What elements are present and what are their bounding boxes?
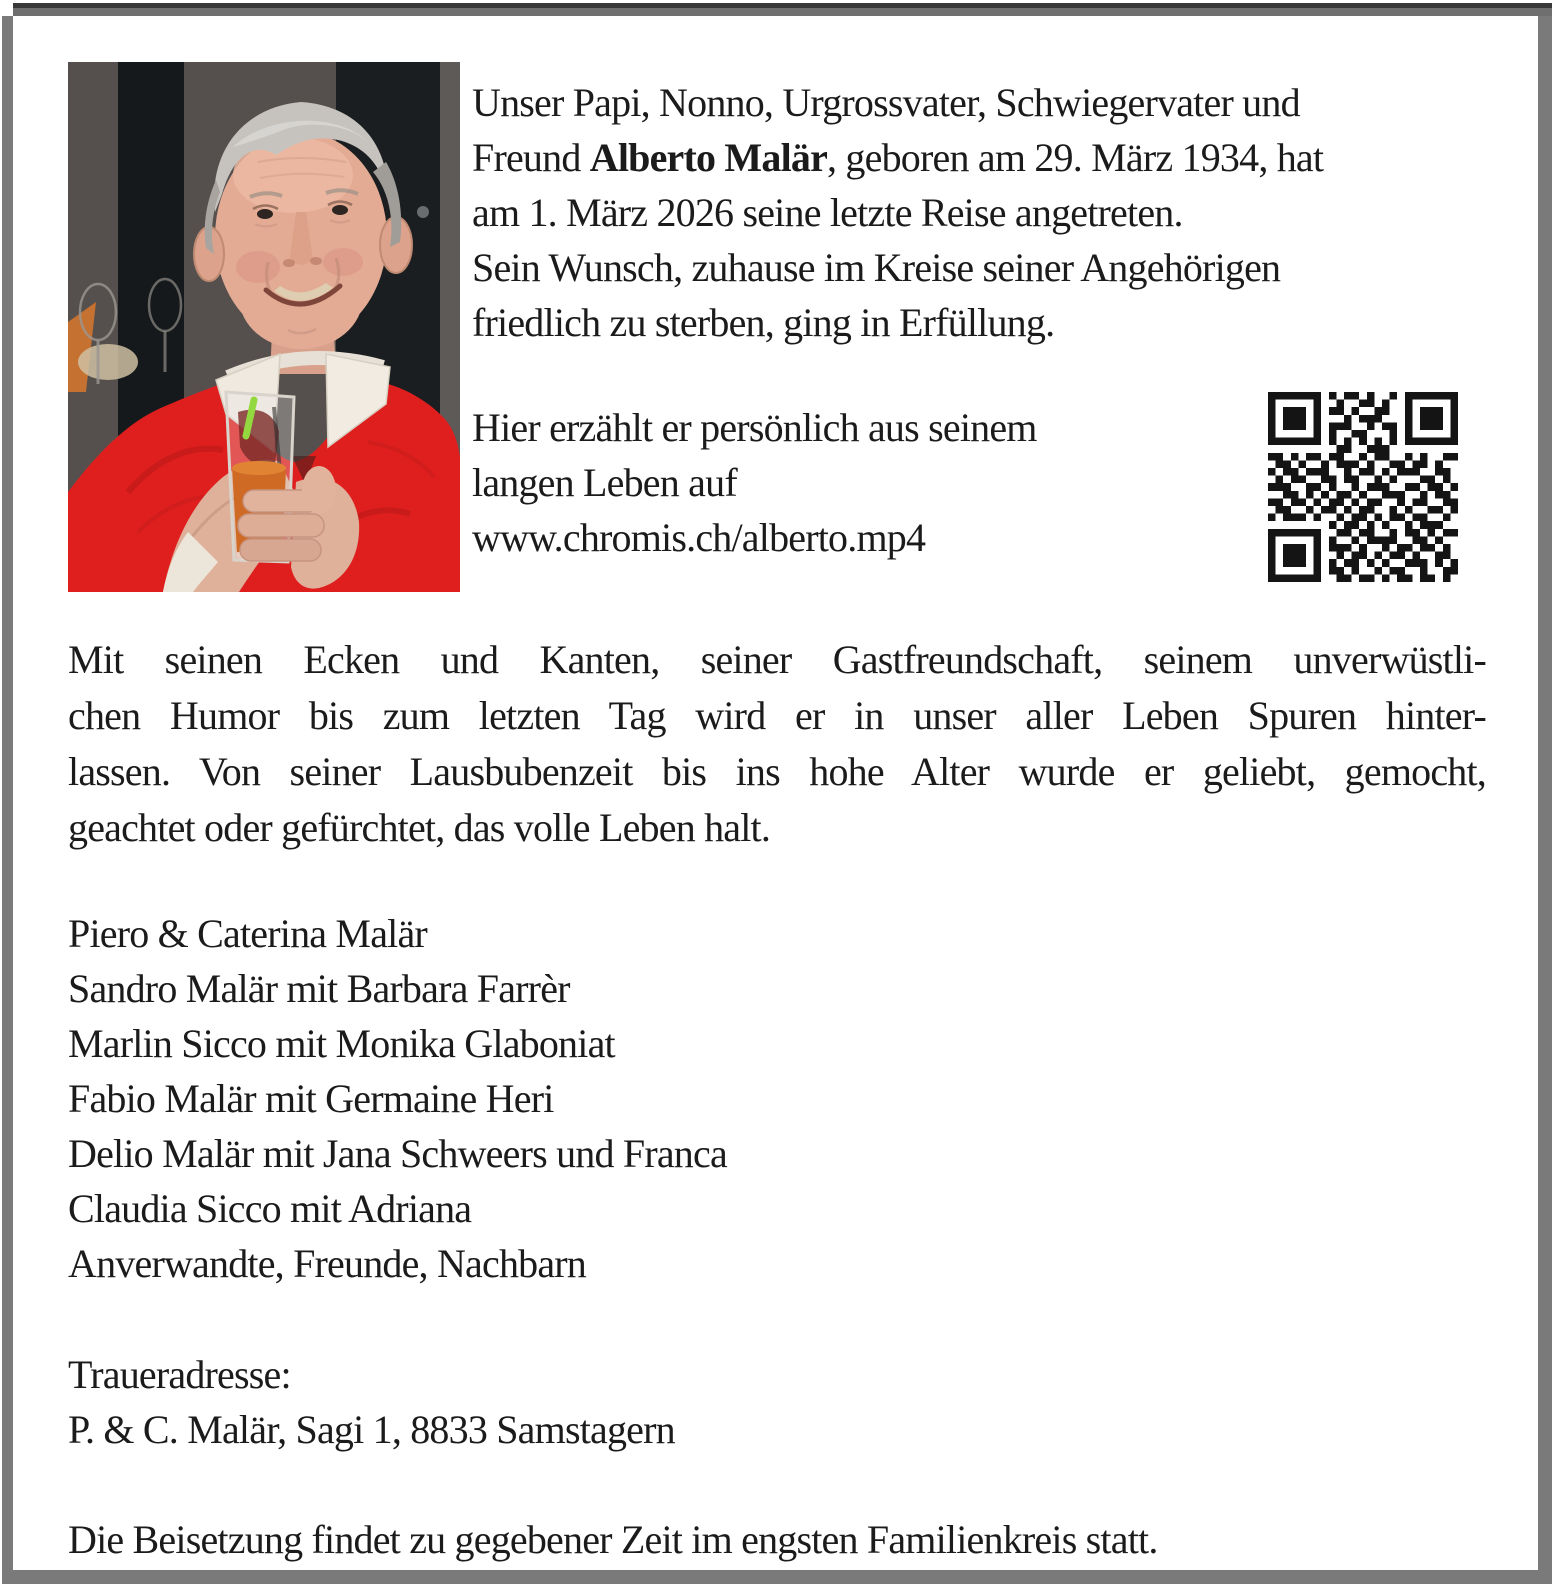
tribute-line: lassen. Von seiner Lausbubenzeit bis ins hohe Alter wurde er geliebt, gemocht,	[68, 749, 1486, 794]
family-member: Anverwandte, Freunde, Nachbarn	[68, 1241, 587, 1286]
video-url: www.chromis.ch/alberto.mp4	[472, 515, 926, 560]
family-list	[68, 906, 1486, 1291]
family-member: Claudia Sicco mit Adriana	[68, 1186, 472, 1231]
tribute-line: chen Humor bis zum letzten Tag wird er in unser aller Leben Spuren hinter-	[68, 693, 1486, 738]
funeral-note-block	[68, 1512, 1486, 1567]
deceased-name: Alberto Malär	[589, 135, 828, 180]
funeral-note: Die Beisetzung findet zu gegebener Zeit im engsten Familienkreis statt.	[68, 1517, 1158, 1562]
family-member: Sandro Malär mit Barbara Farrèr	[68, 966, 570, 1011]
tribute-line: geachtet oder gefürchtet, das volle Leben halt.	[68, 805, 771, 850]
intro-line: am 1. März 2026 seine letzte Reise angetreten.	[472, 190, 1183, 235]
intro-text-block	[460, 62, 1486, 582]
header-row	[68, 62, 1486, 592]
qr-code	[1268, 392, 1458, 582]
tribute-paragraph	[68, 632, 1486, 856]
intro-line: Unser Papi, Nonno, Urgrossvater, Schwiegervater und	[472, 80, 1300, 125]
intro-line: friedlich zu sterben, ging in Erfüllung.	[472, 300, 1055, 345]
portrait-photo-illustration	[68, 62, 460, 592]
intro-line2-suffix: , geboren am 29. März 1934, hat	[827, 135, 1324, 180]
video-line: Hier erzählt er persönlich aus seinem	[472, 405, 1037, 450]
mourning-address-label: Traueradresse:	[68, 1352, 291, 1397]
family-member: Marlin Sicco mit Monika Glaboniat	[68, 1021, 615, 1066]
qr-code-matrix	[1268, 392, 1458, 582]
video-line: langen Leben auf	[472, 460, 737, 505]
intro-line: Sein Wunsch, zuhause im Kreise seiner Angehörigen	[472, 245, 1281, 290]
mourning-address-block	[68, 1347, 1486, 1457]
notice-content	[68, 62, 1486, 1567]
intro-line2-prefix: Freund	[472, 135, 590, 180]
frame-left-rule	[2, 16, 13, 1570]
video-row	[472, 400, 1486, 582]
mourning-address-value: P. & C. Malär, Sagi 1, 8833 Samstagern	[68, 1407, 675, 1452]
frame-bottom-rule	[2, 1570, 1552, 1584]
frame-right-rule	[1538, 16, 1552, 1570]
tribute-line: Mit seinen Ecken und Kanten, seiner Gastfreundschaft, seinem unverwüstli-	[68, 637, 1486, 682]
portrait-photo	[68, 62, 460, 592]
family-member: Piero & Caterina Malär	[68, 911, 427, 956]
family-member: Fabio Malär mit Germaine Heri	[68, 1076, 554, 1121]
intro-line	[472, 130, 1486, 185]
family-member: Delio Malär mit Jana Schweers und Franca	[68, 1131, 727, 1176]
video-text-block	[472, 400, 1037, 565]
frame-top-shadow-rule	[13, 8, 1552, 16]
